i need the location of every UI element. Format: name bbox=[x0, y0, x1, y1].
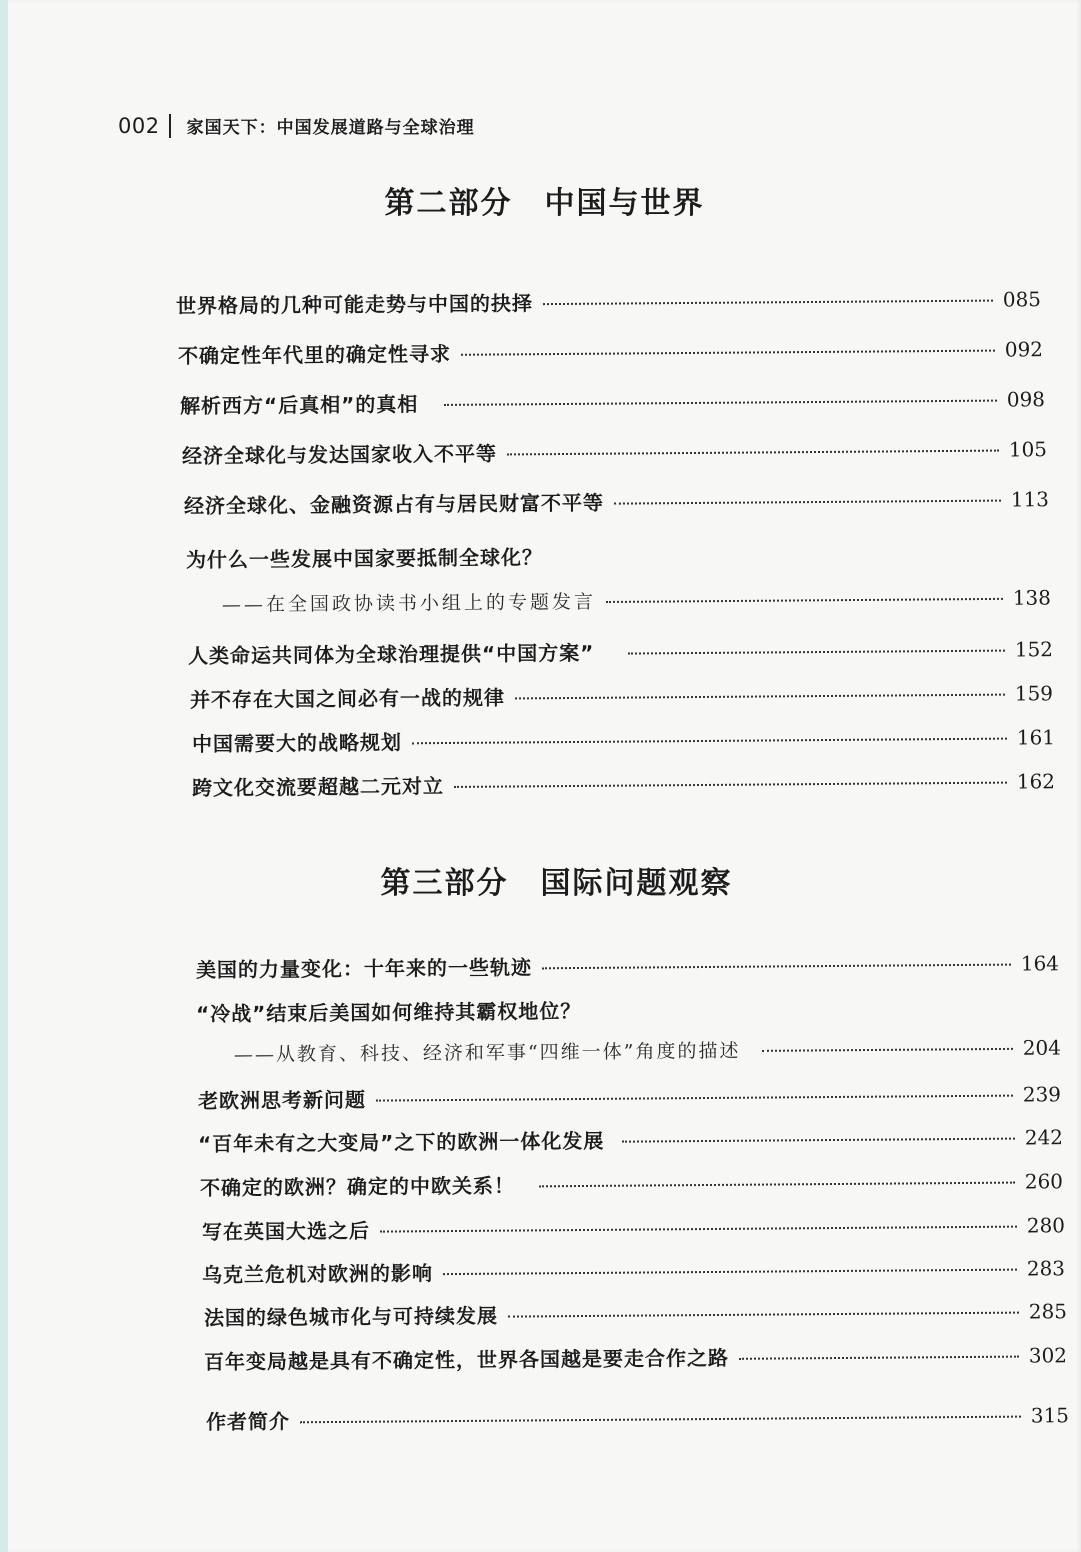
section-title: 第三部分 国际问题观察 bbox=[380, 866, 733, 901]
toc-entry[interactable] bbox=[202, 1252, 1065, 1289]
toc-entry[interactable] bbox=[186, 537, 1051, 574]
leader-dots bbox=[380, 1226, 1017, 1233]
entry-title: 经济全球化与发达国家收入不平等 bbox=[181, 441, 498, 468]
entry-subtitle: ——在全国政协读书小组上的专题发言 bbox=[221, 591, 597, 616]
page-number: 002 bbox=[118, 113, 160, 138]
toc-entry[interactable] bbox=[192, 721, 1055, 758]
leader-dots bbox=[543, 300, 993, 306]
leader-dots bbox=[507, 450, 999, 456]
entry-page: 152 bbox=[1014, 637, 1054, 662]
entry-title: 老欧洲思考新问题 bbox=[197, 1087, 367, 1113]
book-title: 家国天下：中国发展道路与全球治理 bbox=[186, 118, 475, 138]
leader-dots bbox=[444, 400, 997, 406]
page-edge bbox=[0, 0, 8, 1552]
toc-entry[interactable] bbox=[204, 1295, 1067, 1332]
toc-entry-subtitle[interactable] bbox=[222, 583, 1051, 620]
entry-title: 乌克兰危机对欧洲的影响 bbox=[201, 1261, 434, 1287]
entry-title: 并不存在大国之间必有一战的规律 bbox=[189, 685, 506, 712]
entry-page: 242 bbox=[1024, 1125, 1064, 1150]
leader-dots bbox=[622, 1138, 1015, 1143]
entry-title: 中国需要大的战略规划 bbox=[191, 730, 403, 756]
toc-entry[interactable] bbox=[184, 483, 1049, 520]
section-title: 第二部分 中国与世界 bbox=[384, 186, 705, 221]
leader-dots bbox=[443, 1269, 1017, 1276]
toc-entry-subtitle[interactable] bbox=[234, 1034, 1061, 1070]
entry-page: 302 bbox=[1028, 1343, 1068, 1368]
leader-dots bbox=[542, 964, 1011, 970]
leader-dots bbox=[454, 782, 1007, 788]
leader-dots bbox=[739, 1356, 1019, 1360]
leader-dots bbox=[539, 1182, 1015, 1188]
toc-entry[interactable] bbox=[192, 765, 1055, 802]
entry-title: 不确定的欧洲？确定的中欧关系！ bbox=[199, 1173, 516, 1200]
leader-dots bbox=[606, 598, 1003, 603]
toc-entry[interactable] bbox=[188, 633, 1053, 670]
entry-page: 085 bbox=[1002, 287, 1042, 312]
entry-title: 人类命运共同体为全球治理提供“中国方案” bbox=[187, 640, 595, 668]
entry-page: 159 bbox=[1014, 681, 1054, 706]
entry-page: 280 bbox=[1026, 1213, 1066, 1238]
running-header bbox=[118, 113, 475, 138]
toc-entry[interactable] bbox=[178, 333, 1043, 370]
leader-dots bbox=[508, 1312, 1019, 1318]
entry-title: 跨文化交流要超越二元对立 bbox=[191, 774, 445, 800]
entry-page: 260 bbox=[1024, 1169, 1064, 1194]
entry-page: 285 bbox=[1028, 1299, 1068, 1324]
toc-entry[interactable] bbox=[198, 1078, 1061, 1115]
leader-dots bbox=[300, 1416, 1021, 1424]
header-divider bbox=[169, 114, 171, 138]
leader-dots bbox=[628, 650, 1005, 655]
entry-title: 美国的力量变化：十年来的一些轨迹 bbox=[195, 955, 533, 982]
toc-entry[interactable] bbox=[198, 1121, 1063, 1158]
toc-page bbox=[8, 0, 1081, 1552]
entry-page: 161 bbox=[1016, 725, 1056, 750]
entry-page: 162 bbox=[1016, 769, 1056, 794]
leader-dots bbox=[762, 1048, 1012, 1052]
entry-title: 为什么一些发展中国家要抵制全球化？ bbox=[185, 545, 544, 572]
leader-dots bbox=[376, 1095, 1013, 1102]
toc-entry[interactable] bbox=[180, 383, 1045, 420]
entry-title: 写在英国大选之后 bbox=[201, 1218, 371, 1244]
entry-page: 113 bbox=[1010, 487, 1050, 512]
entry-title: 百年变局越是具有不确定性，世界各国越是要走合作之路 bbox=[203, 1345, 730, 1374]
entry-page: 239 bbox=[1022, 1082, 1062, 1107]
entry-title: “冷战”结束后美国如何维持其霸权地位？ bbox=[195, 998, 582, 1026]
entry-title: 不确定性年代里的确定性寻求 bbox=[177, 341, 452, 368]
leader-dots bbox=[614, 500, 1001, 505]
entry-title: “百年未有之大变局”之下的欧洲一体化发展 bbox=[197, 1128, 605, 1156]
toc-entry-appendix[interactable] bbox=[206, 1399, 1069, 1436]
entry-title: 世界格局的几种可能走势与中国的抉择 bbox=[175, 291, 534, 318]
leader-dots bbox=[515, 694, 1005, 700]
entry-page: 315 bbox=[1030, 1403, 1070, 1428]
entry-title: 法国的绿色城市化与可持续发展 bbox=[203, 1303, 499, 1330]
entry-page: 164 bbox=[1020, 951, 1060, 976]
entry-page: 092 bbox=[1004, 337, 1044, 362]
toc-entry[interactable] bbox=[190, 677, 1053, 714]
toc-entry[interactable] bbox=[204, 1339, 1067, 1376]
entry-page: 098 bbox=[1006, 387, 1046, 412]
entry-title: 解析西方“后真相”的真相 bbox=[179, 392, 419, 418]
entry-page: 138 bbox=[1012, 585, 1052, 610]
toc-entry[interactable] bbox=[182, 433, 1047, 470]
leader-dots bbox=[412, 738, 1007, 745]
toc-entry[interactable] bbox=[196, 991, 1059, 1028]
entry-page: 283 bbox=[1026, 1256, 1066, 1281]
entry-page: 105 bbox=[1008, 437, 1048, 462]
toc-entry[interactable] bbox=[200, 1165, 1063, 1202]
toc-entry[interactable] bbox=[202, 1209, 1065, 1246]
entry-title: 经济全球化、金融资源占有与居民财富不平等 bbox=[183, 490, 605, 518]
toc-entry[interactable] bbox=[196, 947, 1059, 984]
toc-entry[interactable] bbox=[176, 283, 1041, 320]
entry-title: 作者简介 bbox=[205, 1409, 291, 1434]
entry-page: 204 bbox=[1022, 1035, 1062, 1060]
entry-subtitle: ——从教育、科技、经济和军事“四维一体”角度的描述 bbox=[233, 1040, 741, 1066]
leader-dots bbox=[461, 350, 995, 356]
